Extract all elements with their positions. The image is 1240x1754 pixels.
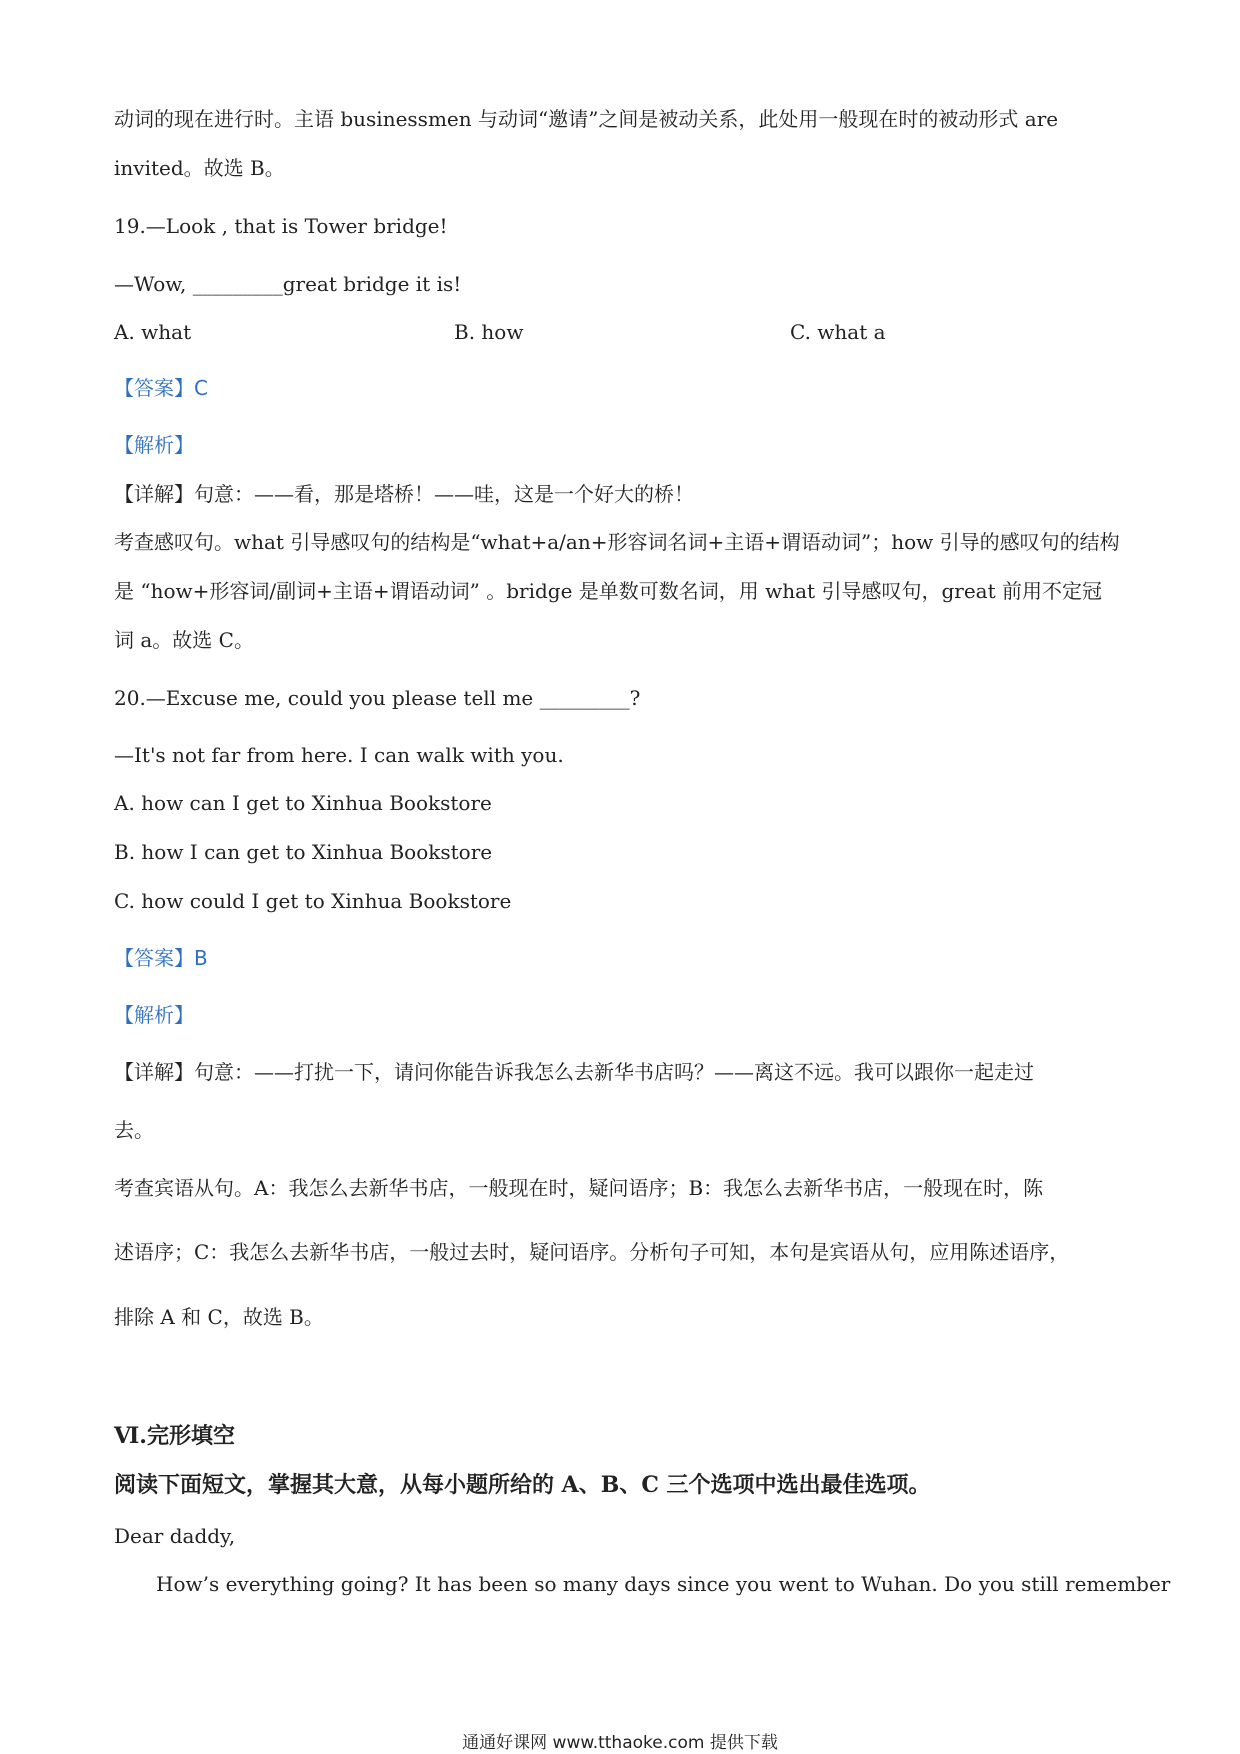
letter-greeting: Dear daddy, (114, 1524, 236, 1548)
detail-text: 句意：——打扰一下，请问你能告诉我怎么去新华书店吗？——离这不远。我可以跟你一起走过 (194, 1060, 1034, 1084)
text-line: invited。故选 B。 (114, 156, 285, 180)
question-20: 20.—Excuse me, could you please tell me _________? (114, 686, 641, 710)
option-a: A. how can I get to Xinhua Bookstore (114, 791, 492, 815)
explanation-line: 考查宾语从句。A：我怎么去新华书店，一般现在时，疑问语序；B：我怎么去新华书店，一般现在时，陈 (114, 1176, 1044, 1200)
explanation-line: 是 “how+形容词/副词+主语+谓语动词” 。bridge 是单数可数名词，用 what 引导感叹句，great 前用不定冠 (114, 579, 1102, 603)
explanation-line: 排除 A 和 C，故选 B。 (114, 1305, 324, 1329)
option-b: B. how I can get to Xinhua Bookstore (114, 840, 493, 864)
answer-value: C (194, 376, 208, 400)
detail-20-continued: 去。 (114, 1118, 154, 1142)
detail-text: 句意：——看，那是塔桥！——哇，这是一个好大的桥！ (194, 482, 694, 506)
option-c: C. what a (790, 320, 886, 344)
option-c: C. how could I get to Xinhua Bookstore (114, 889, 512, 913)
detail-tag: 【详解】 (114, 482, 194, 506)
page-footer: 通通好课网 www.tthaoke.com 提供下载 (462, 1733, 778, 1753)
detail-19 (114, 480, 694, 508)
analysis-tag-19: 【解析】 (114, 433, 194, 457)
detail-20 (114, 1058, 1034, 1086)
analysis-tag-20: 【解析】 (114, 1003, 194, 1027)
explanation-line: 考查感叹句。what 引导感叹句的结构是“what+a/an+形容词名词+主语+谓语动词”；how 引导的感叹句的结构 (114, 530, 1120, 554)
answer-19 (114, 374, 208, 402)
answer-value: B (194, 946, 208, 970)
option-a: A. what (114, 320, 192, 344)
explanation-line: 述语序；C：我怎么去新华书店，一般过去时，疑问语序。分析句子可知，本句是宾语从句，应用陈述语序， (114, 1240, 1070, 1264)
explanation-line: 词 a。故选 C。 (114, 628, 254, 652)
answer-tag: 【答案】 (114, 376, 194, 400)
section-heading: Ⅵ.完形填空 (114, 1423, 235, 1449)
section-instructions: 阅读下面短文，掌握其大意，从每小题所给的 A、B、C 三个选项中选出最佳选项。 (114, 1472, 931, 1498)
detail-tag: 【详解】 (114, 1060, 194, 1084)
question-19: 19.—Look , that is Tower bridge! (114, 214, 448, 238)
answer-20 (114, 944, 208, 972)
option-b: B. how (454, 320, 524, 344)
answer-tag: 【答案】 (114, 946, 194, 970)
text-line: 动词的现在进行时。主语 businessmen 与动词“邀请”之间是被动关系，此处用一般现在时的被动形式 are (114, 107, 1059, 131)
letter-paragraph: How’s everything going? It has been so many days since you went to Wuhan. Do you still remember (156, 1572, 1171, 1596)
question-19-response: —Wow, _________great bridge it is! (114, 272, 462, 296)
question-20-response: —It's not far from here. I can walk with you. (114, 743, 564, 767)
